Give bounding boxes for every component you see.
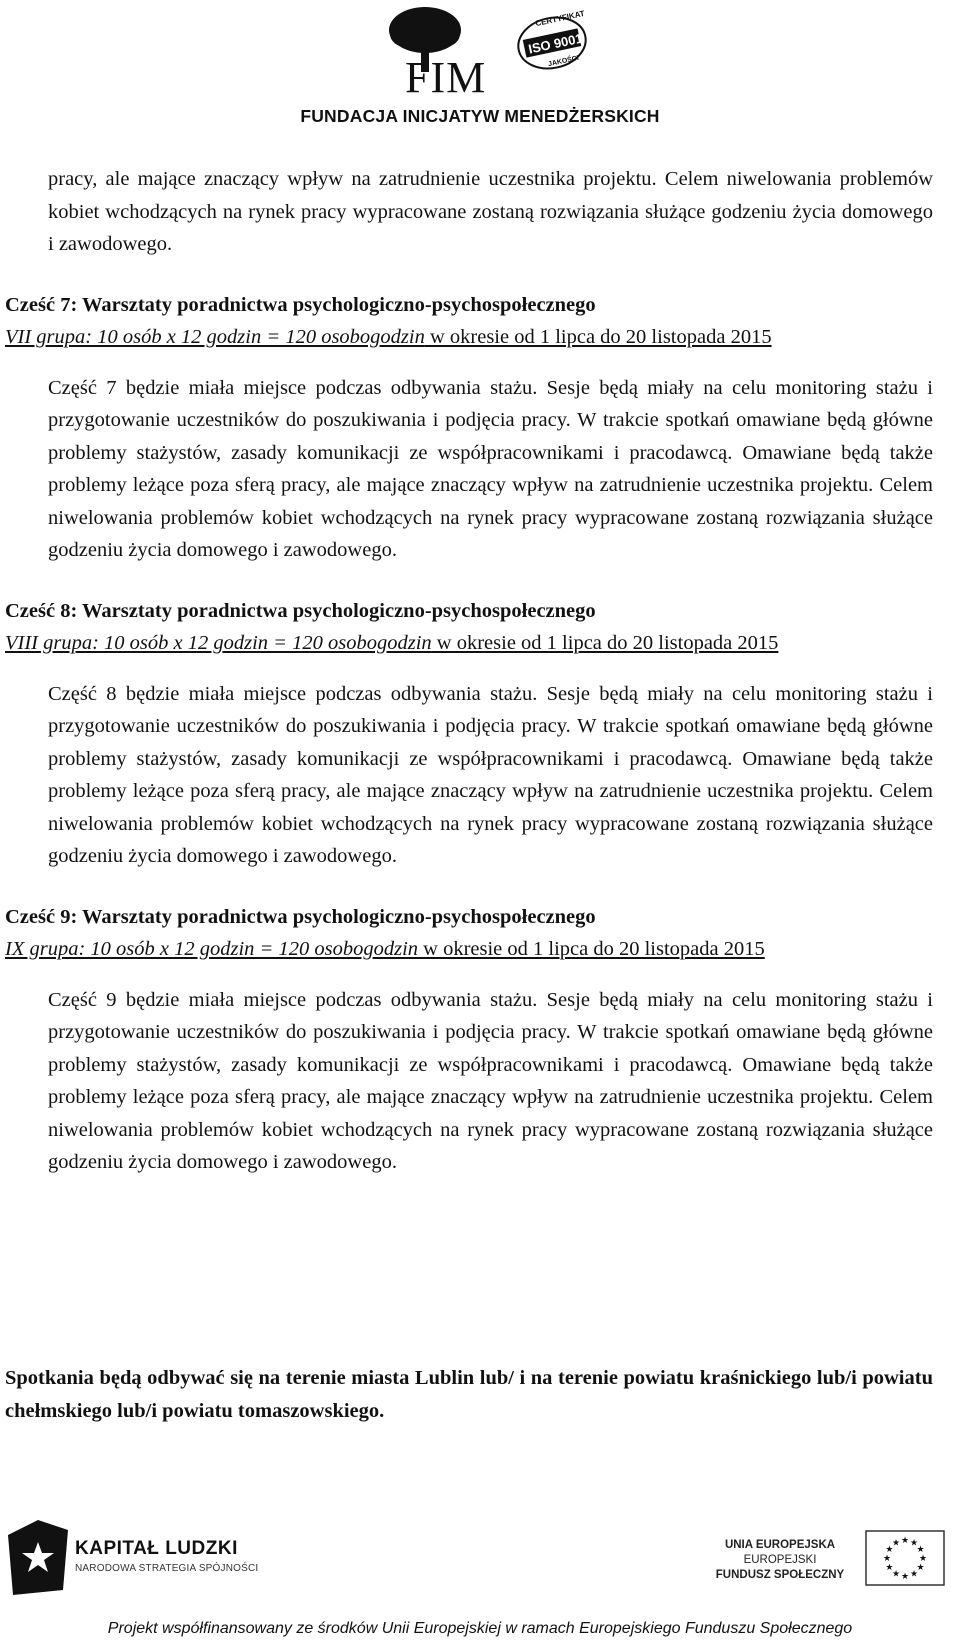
eu-star-icon: ★ (891, 1568, 901, 1579)
document-body (5, 163, 933, 1179)
group-size: VIII grupa: 10 osób x 12 godzin = 120 osobogodzin (5, 632, 432, 654)
section-group-info (5, 627, 933, 660)
section-title: Cześć 8: Warsztaty poradnictwa psychologiczno-psychospołecznego (5, 599, 596, 622)
eu-flag-icon (865, 1530, 945, 1586)
section-part-7 (5, 289, 933, 567)
eu-star-icon: ★ (885, 1544, 894, 1554)
group-period: w okresie od 1 lipca do 20 listopada 2015 (424, 326, 772, 348)
eu-star-icon: ★ (916, 1562, 925, 1572)
iso-badge-top: CERTYFIKAT (534, 8, 586, 29)
group-period: w okresie od 1 lipca do 20 listopada 2015 (431, 632, 779, 654)
kapital-ludzki-subtitle: NARODOWA STRATEGIA SPÓJNOŚCI (75, 1563, 259, 1574)
eu-line-3: FUNDUSZ SPOŁECZNY (715, 1569, 845, 1581)
eu-star-icon: ★ (885, 1562, 894, 1572)
group-size: IX grupa: 10 osób x 12 godzin = 120 osobogodzin (5, 938, 419, 960)
eu-star-icon: ★ (882, 1553, 892, 1563)
section-group-info (5, 933, 933, 966)
eu-star-icon: ★ (900, 1535, 910, 1545)
section-title: Cześć 9: Warsztaty poradnictwa psychologiczno-psychospołecznego (5, 905, 596, 928)
eu-star-icon: ★ (916, 1544, 925, 1554)
section-part-8 (5, 595, 933, 873)
closing-note: Spotkania będą odbywać się na terenie miasta Lublin lub/ i na terenie powiatu kraśnickiego lub/i powiatu chełmskiego lub/i powiatu tomaszowskiego. (5, 1367, 933, 1422)
eu-line-2: EUROPEJSKI (743, 1554, 817, 1566)
group-period: w okresie od 1 lipca do 20 listopada 2015 (418, 938, 765, 960)
section-text: Część 9 będzie miała miejsce podczas odbywania stażu. Sesje będą miały na celu monitoring stażu i przygotowanie uczestników do poszukiwania i podjęcia pracy. W trakcie spotkań omawiane będą główne problemy stażystów, zasady komunikacji ze współpracownikami i pracodawcą. Omawiane będą także problemy leżące poza sferą pracy, ale mające znaczący wpływ na zatrudnienie uczestnika projektu. Celem niwelowania problemów kobiet wchodzących na rynek pracy wypracowane zostaną rozwiązania służące godzeniu życia domowego i zawodowego. (48, 988, 933, 1173)
iso-badge-bottom: JAKOŚCI (547, 54, 580, 69)
page-footer (0, 1500, 960, 1645)
kapital-ludzki-title: KAPITAŁ LUDZKI (75, 1538, 238, 1559)
funding-note: Projekt współfinansowany ze środków Unii Europejskiej w ramach Europejskiego Funduszu Społecznego (107, 1620, 853, 1637)
section-part-9 (5, 901, 933, 1179)
intro-paragraph: pracy, ale mające znaczący wpływ na zatrudnienie uczestnika projektu. Celem niwelowania problemów kobiet wchodzących na rynek pracy wypracowane zostaną rozwiązania służące godzeniu życia domowego i zawodowego. (48, 168, 933, 255)
page-header (0, 0, 960, 135)
eu-line-1: UNIA EUROPEJSKA (724, 1539, 836, 1551)
logo-text: FIM (405, 53, 487, 102)
eu-fund-text (700, 1538, 860, 1583)
eu-star-icon: ★ (909, 1537, 919, 1548)
kapital-ludzki-logo-icon (8, 1520, 68, 1595)
eu-star-icon: ★ (918, 1553, 928, 1563)
section-title: Cześć 7: Warsztaty poradnictwa psychologiczno-psychospołecznego (5, 293, 596, 316)
section-text: Część 8 będzie miała miejsce podczas odbywania stażu. Sesje będą miały na celu monitoring stażu i przygotowanie uczestników do poszukiwania i podjęcia pracy. W trakcie spotkań omawiane będą główne problemy stażystów, zasady komunikacji ze współpracownikami i pracodawcą. Omawiane będą także problemy leżące poza sferą pracy, ale mające znaczący wpływ na zatrudnienie uczestnika projektu. Celem niwelowania problemów kobiet wchodzących na rynek pracy wypracowane zostaną rozwiązania służące godzeniu życia domowego i zawodowego. (48, 682, 933, 867)
section-text: Część 7 będzie miała miejsce podczas odbywania stażu. Sesje będą miały na celu monitoring stażu i przygotowanie uczestników do poszukiwania i podjęcia pracy. W trakcie spotkań omawiane będą główne problemy stażystów, zasady komunikacji ze współpracownikami i pracodawcą. Omawiane będą także problemy leżące poza sferą pracy, ale mające znaczący wpływ na zatrudnienie uczestnika projektu. Celem niwelowania problemów kobiet wchodzących na rynek pracy wypracowane zostaną rozwiązania służące godzeniu życia domowego i zawodowego. (48, 376, 933, 561)
organization-name: FUNDACJA INICJATYW MENEDŻERSKICH (300, 106, 660, 126)
eu-star-icon: ★ (900, 1571, 910, 1581)
eu-star-icon: ★ (891, 1537, 901, 1548)
iso-badge-main: ISO 9001 (527, 30, 584, 57)
section-group-info (5, 321, 933, 354)
group-size: VII grupa: 10 osób x 12 godzin = 120 osobogodzin (5, 326, 425, 348)
eu-star-icon: ★ (909, 1568, 919, 1579)
